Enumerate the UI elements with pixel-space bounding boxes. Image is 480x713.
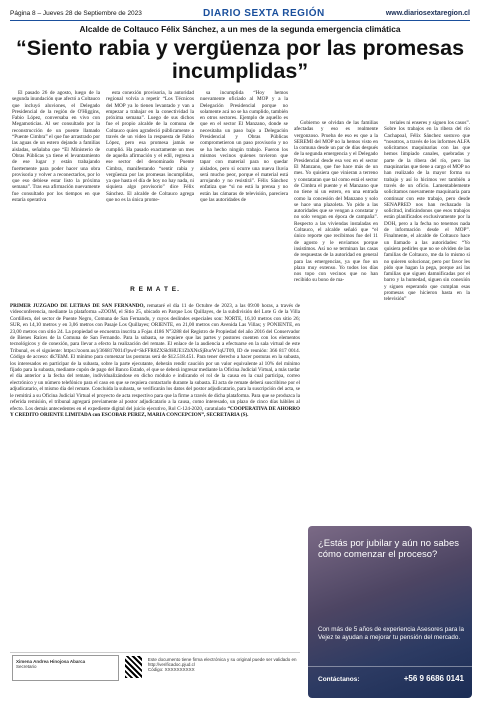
article-column-2: esta conexión provisoria, la autoridad regional volvía a repetir “Los Técnicos del MOP ya lo tienen levantado y van a empezar a trabajar en la conectividad la próxima semana”. Luego de sus dichos fue el propio alcalde de la comuna de Coltauco quien agradeció públicamente a través de un video la respuesta de Fabio López, pero esa promesa jamás se cumplió. Ha pasado exactamente un mes de aquella afirmación y el edil, regresa a ese sector del denominado Puente Cimbra, manifestando “sentir rabia y vergüenza por las promesas incumplidas, ya que hasta el día de hoy no hay nada, ni siquiera algo provisorio” dice Félix Sánchez. El alcalde de Coltauco agrega que no es la única prome- xyxy=(106,90,194,204)
advert-phone[interactable]: +56 9 6686 0141 xyxy=(403,674,464,683)
header-rule xyxy=(10,20,470,21)
section-title: DIARIO SEXTA REGIÓN xyxy=(203,7,325,19)
signer-role: Secretario xyxy=(16,664,37,669)
article-column-5: teriales ni enseres y siguen los casos”. Sobre los trabajos en la ribera del río Cachapoal, Félix Sánchez sostuvo que “nosotros, a través de los informes ALFA solicitamos maquinarias con las que hemos limpiado canales, quebradas y parte de la ribera del río, pero las maquinarias que tiene a cargo el MOP no han realizado de la mayor forma su trabajo y así lo hicimos ver también a través de un oficio. Lamentablemente solicitamos nuevamente maquinaria para continuar con este trabajo, pero desde SENAPRED nos han rechazado la solicitud, indicándonos que esos trabajos están planificados exclusivamente por la DOH, pero a la fecha no tenemos nada de información desde el MOP”. Finalmente, el alcalde de Coltauco hace un llamado a las autoridades: “Yo quisiera pedirles que no se olviden de las familias de Coltauco, me da lo mismo si no quieren solucionar, pero por favor les pido que hagan la pega, porque así las familias que siguen damnificadas por el barro y la humedad, siguen sin conexión y siguen esperando que cumplan esas promesas que hicieron hasta en la televisión” xyxy=(384,120,470,303)
article-column-1: El pasado 26 de agosto, luego de la segunda inundación que afectó a Coltauco que incluyó aluviones, el Delegado Presidencial de la región de O'Higgins, Fabio López, conversaba en vivo con Megamoticias. Al ser consultado por la reconstrucción de un puente llamado “Puente Cimbra” el que fue arrastrado por las aguas de un estero dejando a familias aisladas, señalaba que “El Ministerio de Obras Públicas ya tiene el levantamiento de ese lugar y están trabajando fuertemente para poder hacer una obra provisoria y volver a reconectarlos, por lo que eso debiese estar listo la próxima semana”. Tras esa afirmación nuevamente fue consultado por los tiempos en que estaría operativa xyxy=(12,90,100,204)
remate-lead: PRIMER JUZGADO DE LETRAS DE SAN FERNANDO, xyxy=(10,303,145,309)
remate-caratula: “COOPERATIVA DE AHORRO Y CREDITO ORIENTE LIMITADA con ESCOBAR PEREZ, MARIA CONCEPCION”, SECRETARIA (S). xyxy=(10,405,301,418)
advert-subtext: Con más de 5 años de experiencia Asesores para la Vejez te ayudan a mejorar tu pensión del mercado. xyxy=(318,626,464,641)
page-header xyxy=(10,6,470,20)
remate-text: remataré el día 11 de Octubre de 2023, a las 09:00 horas, a través de videoconferencia, mediante la plataforma «ZOOM, el Sitio 25, ubicado en Parque Los Quillayes, de la subdivisión del Lote G de la Villa Cordillera, del sector de Puente Negro, Comuna de San Fernando, y cuyos deslindes especiales son: NORTE, 16,10 metros con sitio 26; SUR, en 14,10 metros y en 3,06 metros con Pasaje Los Quillayes; ORIENTE, en 21,00 metros con Avenida Las Villas; y PONIENTE, en 23,00 metros con sitio 24. La propiedad se encuentra inscrita a Fojas 4186 N°3288 del Registro de Propiedad del año 2016 del Conservador de Bienes Raíces de la Comuna de San Fernando. Para la subasta, se requiere que las partes y postores cuenten con los elementos tecnológicos y de conexión, para llevar a efecto la realización del remate. El enlace de la audiencia a efectuarse en la sala virtual de este Tribunal, es el siguiente: https://zoom.us/j/3668170014?pwd=SkFFR0ZXSk9HUE1ZbXNsSjBucW1qUT09, ID de reunión: 366 817 0014. Código de acceso: dk7EhM. El mínimo para comenzar las posturas será de $12.518.451. Para tener derecho a hacer posturas en la subasta, los interesados en participar de la subasta, sobre la parte ejecutante, deberán rendir caución por un valor equivalente al 10% del mínimo fijado para la subasta, mediante cupón de pago del Banco Estado, el que se deberá ingresar mediante la Oficina Judicial Virtual, a más tardar el día anterior a la fecha del remate, individualizándose en dicho módulo e indicando el rol de la causa en la cual participa, correo electrónico y un número telefónico para el caso en que se requiera contactarlo durante la subasta. El acta de remate deberá suscribirse por el adjudicatario, el mismo día del remate. Concluida la subasta, se verificarán los datos del postor adjudicatario, para la suscripción del acta, se le remitirá a su Oficina Judicial Virtual el proyecto de acta respectivo para que la firme a través de dicha plataforma. Para que se produzca la referida remisión, el tribunal agregará previamente al postor adjudicatario a la causa, como interesado, un plazo de cinco días hábiles al efecto. Los demás antecedentes en el expediente digital del juicio ejecutivo, Rol C-124-2020, caratulado xyxy=(10,303,300,412)
signature-note-box xyxy=(146,653,300,683)
signature-box xyxy=(12,655,119,681)
advert-question: ¿Estás por jubilar y aún no sabes cómo comenzar el proceso? xyxy=(318,538,459,560)
remate-title: R E M A T E. xyxy=(130,286,180,293)
page-date: Página 8 – Jueves 28 de Septiembre de 2023 xyxy=(10,9,142,17)
article-headline: “Siento rabia y vergüenza por las promesas incumplidas” xyxy=(15,36,465,83)
advert-contact-label: Contáctanos: xyxy=(318,676,360,683)
qr-code-icon xyxy=(125,656,142,678)
article-column-4: Gobierno se olvidan de las familias afectadas y eso es realmente vergonzoso. Prueba de eso es que a la SEREMI del MOP no la hemos visto en la comuna desde un par de días después de la segunda emergencia y el Delegado Presidencial desde esa vez en el sector El Manzano, que fue hace más de un mes. Yo quisiera que vinieran a terreno y constataran que tal como está el sector de Cimbra el puente y el Manzano que no tiene ni un estero, en una entrada como la concesión del Manzano y solo se hace una plazoleta. Yo pido a las autoridades que se vengan a constatar y no solo vengan en época de campaña”. Respecto a las viviendas instaladas en Coltauco, el alcalde señaló que “el único reporte que recibimos fue del 11 de agosto y le enviamos porque insistimos. Así no se terminan las casas de respuestas de la autoridad en general para las emergencias, ya que fue un plazo muy extenso. Yo todos los días nos topo con vecinos que no han recibido su bono de ma- xyxy=(294,120,378,284)
signature-note: Este documento tiene firma electrónica y su original puede ser validado en http://verificadoc.pjud.cl xyxy=(147,657,297,667)
pension-advert[interactable] xyxy=(308,526,472,698)
article-subhead: Alcalde de Coltauco Félix Sánchez, a un mes de la segunda emergencia climática xyxy=(79,24,401,34)
site-url[interactable]: www.diariosextaregion.cl xyxy=(385,9,470,17)
signer-name: Ximena Andrea Hinojosa Abarca xyxy=(16,659,86,664)
signature-code: Código: XXXXXXXXXX xyxy=(147,667,195,672)
remate-notice xyxy=(10,278,300,700)
advert-divider xyxy=(308,666,472,667)
remate-body xyxy=(10,303,300,418)
signature-block xyxy=(10,652,300,683)
article-column-3: sa incumplida “Hoy hemos nuevamente oficiado al MOP y a la Delegación Presidencial porque no solamente acá no se ha cumplido, también en otros sectores. Ejemplo de aquello es que en el sector El Manzano, donde se necesitaba un paso bajo a Delegación Presidencial y Obras Públicas comprometieron un paso provisorio y no se ha hecho ningún trabajo. Fueron los mismos vecinos quienes tuvieron que tapar con material para no quedar aislados, pero si ocurre una nueva lluvia será mucho peor, porque el material está arrojando y no resistirá”. Félix Sánchez enfatiza que “si no está la prensa y no están las cámaras de televisión, pareciera que las autoridades de xyxy=(200,90,288,204)
